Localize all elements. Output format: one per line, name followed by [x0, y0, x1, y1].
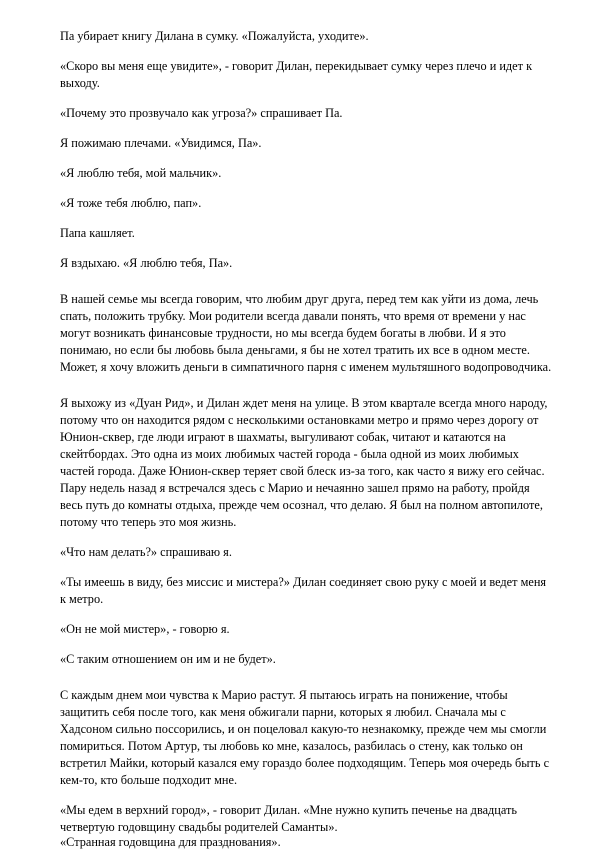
- text-line: четвертую годовщину свадьбы родителей Саманты».: [60, 820, 338, 834]
- text-line: спать, положить трубку. Мои родители всегда давали понять, что время от времени у нас: [60, 309, 526, 323]
- text-line: Па убирает книгу Дилана в сумку. «Пожалуйста, уходите».: [60, 29, 369, 43]
- text-line: встретил Майки, который казался ему гораздо более подходящим. Теперь моя очередь быть с: [60, 756, 550, 770]
- text-line: «Я люблю тебя, мой мальчик».: [60, 166, 222, 180]
- text-line: «С таким отношением он им и не будет».: [60, 652, 276, 666]
- text-line: частей города. Даже Юнион-сквер теряет свой блеск из-за того, как часто я вижу его сейчас.: [60, 464, 545, 478]
- text-line: защитить себя после того, как меня обжигали парни, которых я любил. Сначала мы с: [60, 705, 506, 719]
- text-line: Юнион-сквер, где люди играют в шахматы, выгуливают собак, читают и катаются на: [60, 430, 506, 444]
- text-line: понимаю, но если бы любовь была деньгами, я бы не хотел тратить их все в одном месте.: [60, 343, 530, 357]
- text-line: Я вздыхаю. «Я люблю тебя, Па».: [60, 256, 233, 270]
- text-line: кем-то, кто больше подходит мне.: [60, 773, 238, 787]
- text-line: Я выхожу из «Дуан Рид», и Дилан ждет меня на улице. В этом квартале всегда много народу,: [60, 396, 548, 410]
- text-line: «Что нам делать?» спрашиваю я.: [60, 545, 232, 559]
- text-line: помириться. Потом Артур, ты любовь ко мне, казалось, разбилась о стену, как только он: [60, 739, 523, 753]
- text-line: «Почему это прозвучало как угроза?» спрашивает Па.: [60, 106, 343, 120]
- text-line: «Скоро вы меня еще увидите», - говорит Дилан, перекидывает сумку через плечо и идет к: [60, 59, 533, 73]
- text-line: «Он не мой мистер», - говорю я.: [60, 622, 230, 636]
- text-line: Папа кашляет.: [60, 226, 135, 240]
- text-line: «Ты имеешь в виду, без миссис и мистера?» Дилан соединяет свою руку с моей и ведет меня: [60, 575, 547, 589]
- text-line: Я пожимаю плечами. «Увидимся, Па».: [60, 136, 262, 150]
- text-line: «Я тоже тебя люблю, пап».: [60, 196, 202, 210]
- text-line: Хадсоном сильно поссорились, и он поцеловал какую-то незнакомку, прежде чем мы смогли: [60, 722, 547, 736]
- text-line: С каждым днем мои чувства к Марио растут. Я пытаюсь играть на понижение, чтобы: [60, 688, 508, 702]
- text-line: выходу.: [60, 76, 100, 90]
- text-line: весь путь до комнаты отдыха, прежде чем осознал, что делаю. Я был на полном автопилоте,: [60, 498, 543, 512]
- text-line: могут возникать финансовые трудности, но мы всегда будем богаты в любви. И я это: [60, 326, 506, 340]
- text-line: В нашей семье мы всегда говорим, что любим друг друга, перед тем как уйти из дома, лечь: [60, 292, 539, 306]
- text-line: «Странная годовщина для празднования».: [60, 835, 281, 849]
- text-line: Может, я хочу вложить деньги в симпатичного парня с именем мультяшного водопроводчика.: [60, 360, 552, 374]
- text-line: «Мы едем в верхний город», - говорит Дилан. «Мне нужно купить печенье на двадцать: [60, 803, 518, 817]
- text-line: потому что теперь это моя жизнь.: [60, 515, 237, 529]
- text-line: скейтбордах. Это одна из моих любимых частей города - была одной из моих любимых: [60, 447, 519, 461]
- text-line: потому что он находится рядом с несколькими остановками метро и прямо через дорогу от: [60, 413, 539, 427]
- text-line: Пару недель назад я встречался здесь с Марио и нечаянно зашел прямо на работу, пройдя: [60, 481, 530, 495]
- text-line: к метро.: [60, 592, 104, 606]
